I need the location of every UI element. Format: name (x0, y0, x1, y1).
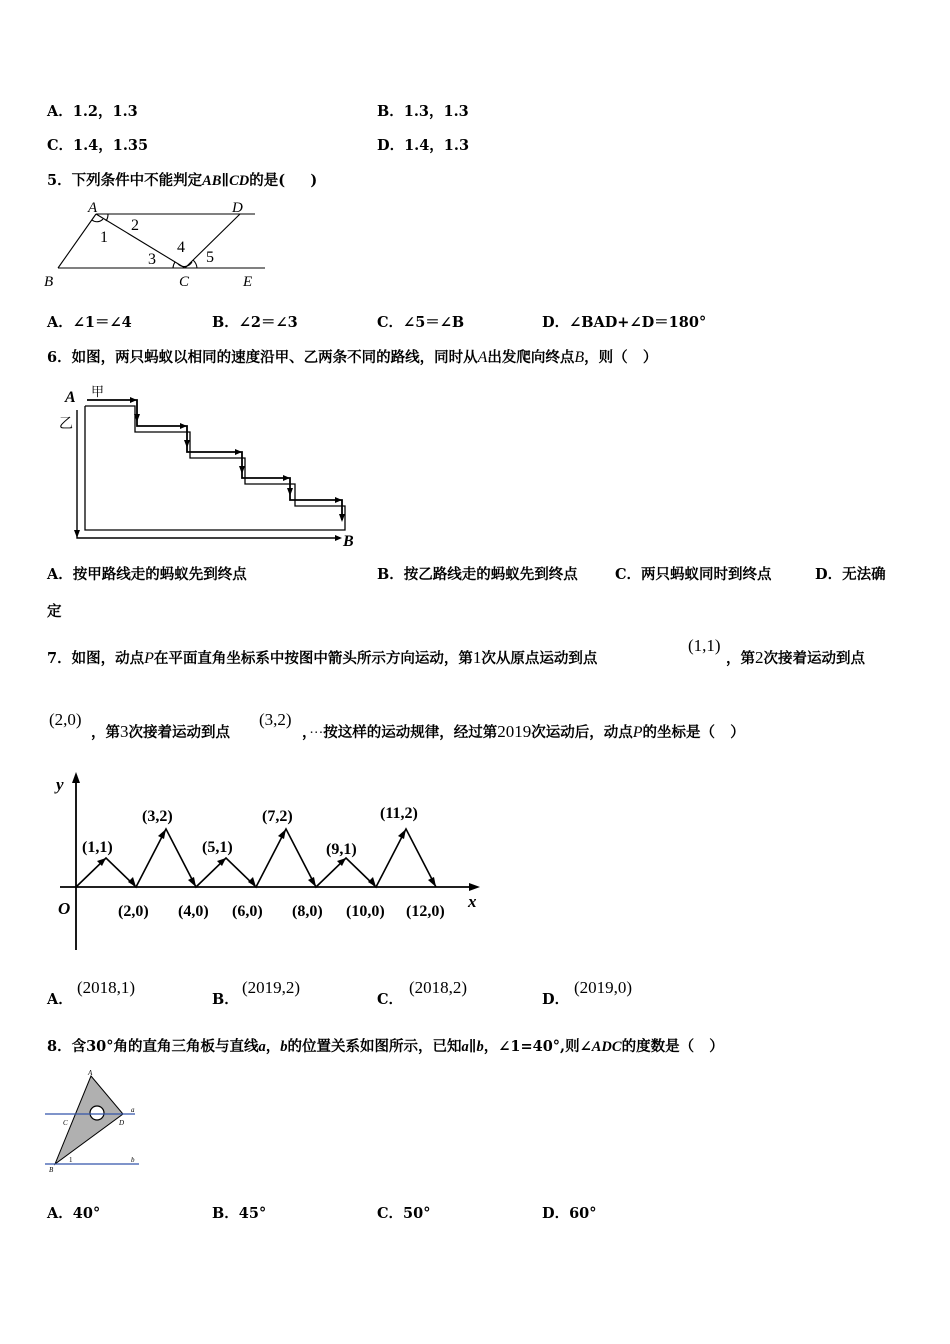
arrow-head (287, 488, 293, 496)
arrow-head (278, 829, 286, 839)
q7-option-c-text[interactable]: (2018,2) (409, 978, 468, 997)
label-5: 5 (206, 249, 214, 266)
label-a: A (88, 200, 98, 216)
label-c: C (179, 274, 190, 290)
label-3: 3 (148, 251, 156, 268)
label-jia: 甲 (91, 384, 105, 399)
label-x: x (468, 892, 477, 911)
staircase-shape (85, 406, 345, 530)
angle-arc-3 (173, 262, 175, 268)
arrow-head (184, 440, 190, 448)
label-point: (8,0) (292, 903, 323, 920)
label-b: B (44, 274, 54, 290)
q4-option-c[interactable]: C．1.4，1.35 (47, 137, 149, 154)
label-point: (1,1) (82, 839, 113, 856)
q4-option-b[interactable]: B．1.3，1.3 (377, 103, 469, 120)
label-point: (7,2) (262, 808, 293, 825)
q5-option-a[interactable]: A．∠1＝∠4 (47, 314, 132, 331)
q6-option-b[interactable]: B．按乙路线走的蚂蚁先到终点 (377, 566, 578, 583)
label-4: 4 (177, 239, 185, 256)
q7-stem-line1: 7．如图，动点P在平面直角坐标系中按图中箭头所示方向运动，第1次从原点运动到点 (47, 648, 598, 667)
q7-figure (50, 770, 490, 960)
line-ab (58, 214, 96, 268)
q6-option-d[interactable]: D．无法确 (815, 566, 886, 583)
arrow-head (158, 829, 166, 839)
arrow-head (335, 535, 342, 541)
arrow-head (235, 449, 242, 455)
label-y: y (56, 775, 64, 794)
q7-stem-line2b: ，···按这样的运动规律，经过第2019次运动后，动点P的坐标是（ ） (302, 722, 745, 741)
angle-arc-1 (92, 219, 103, 222)
q7-option-b-label[interactable]: B． (212, 991, 239, 1008)
arrow-head (128, 877, 136, 887)
q7-option-a-label[interactable]: A． (47, 991, 73, 1008)
label-line-b: b (131, 1156, 135, 1164)
q7-coord-3-2: (3,2) (259, 710, 292, 729)
label-line-a: a (131, 1106, 135, 1114)
q7-coord-1-1: (1,1) (688, 636, 721, 655)
label-point: (11,2) (380, 805, 418, 822)
q7-option-a-text[interactable]: (2018,1) (77, 978, 136, 997)
q4-option-d[interactable]: D．1.4，1.3 (377, 137, 470, 154)
q8-option-b[interactable]: B．45° (212, 1205, 267, 1222)
angle-arc-2 (106, 214, 108, 221)
label-point: (2,0) (118, 903, 149, 920)
arrow-head (239, 466, 245, 474)
label-point: (12,0) (406, 903, 445, 920)
arrow-head (308, 877, 316, 887)
label-2: 2 (131, 217, 139, 234)
motion-path (76, 829, 436, 887)
path-yi (77, 410, 340, 538)
label-c: C (63, 1119, 68, 1127)
label-point: (9,1) (326, 841, 357, 858)
q6-figure (55, 380, 365, 550)
label-b: B (49, 1166, 54, 1174)
x-axis-arrow-icon (469, 883, 480, 891)
q7-option-b-text[interactable]: (2019,2) (242, 978, 301, 997)
q5-stem: 5．下列条件中不能判定AB∥CD的是( ) (47, 172, 318, 189)
label-point: (5,1) (202, 839, 233, 856)
q7-stem-line2: ，第3次接着运动到点 (91, 722, 230, 741)
label-d: D (119, 1119, 125, 1127)
arrow-head (74, 530, 80, 538)
q8-option-d[interactable]: D．60° (542, 1205, 597, 1222)
q6-option-d-wrap: 定 (47, 603, 62, 620)
label-point: (10,0) (346, 903, 385, 920)
q5-figure (40, 198, 280, 290)
arrow-head (398, 829, 406, 839)
label-angle-1: 1 (69, 1156, 73, 1164)
label-1: 1 (100, 229, 108, 246)
label-e: E (243, 274, 253, 290)
q6-option-c[interactable]: C．两只蚂蚁同时到终点 (615, 566, 772, 583)
q7-option-c-label[interactable]: C． (377, 991, 404, 1008)
q7-stem-line1b: ，第2次接着运动到点 (726, 648, 865, 667)
line-ac (96, 214, 185, 268)
arrow-head (130, 397, 137, 403)
arrow-head (339, 514, 345, 522)
q4-option-a[interactable]: A．1.2，1.3 (47, 103, 138, 120)
angle-arc-5 (193, 260, 197, 268)
ruler-hole (90, 1106, 104, 1120)
label-o: O (58, 899, 71, 918)
q8-figure (43, 1068, 153, 1178)
label-b: B (343, 533, 354, 550)
q8-option-a[interactable]: A．40° (47, 1205, 101, 1222)
label-point: (4,0) (178, 903, 209, 920)
q5-option-b[interactable]: B．∠2＝∠3 (212, 314, 298, 331)
arrow-head (335, 497, 342, 503)
arrow-head (368, 877, 376, 887)
arrow-head (428, 877, 436, 887)
y-axis-arrow-icon (72, 772, 80, 783)
label-d: D (232, 200, 243, 216)
q7-option-d-label[interactable]: D． (542, 991, 570, 1008)
label-a: A (88, 1069, 93, 1077)
q5-option-d[interactable]: D．∠BAD+∠D＝180° (542, 314, 707, 331)
q8-option-c[interactable]: C．50° (377, 1205, 431, 1222)
q8-stem: 8．含30°角的直角三角板与直线a，b的位置关系如图所示，已知a∥b，∠1=40°,则∠ADC的度数是（ ） (47, 1038, 724, 1055)
q7-coord-2-0: (2,0) (49, 710, 82, 729)
arrow-head (283, 475, 290, 481)
label-point: (3,2) (142, 808, 173, 825)
label-yi: 乙 (59, 417, 73, 432)
path-jia (87, 400, 342, 520)
arrow-head (248, 877, 256, 887)
label-a: A (65, 389, 76, 406)
label-point: (6,0) (232, 903, 263, 920)
q6-option-a[interactable]: A．按甲路线走的蚂蚁先到终点 (47, 566, 247, 583)
arrow-head (188, 877, 196, 887)
q5-option-c[interactable]: C．∠5＝∠B (377, 314, 465, 331)
arrow-head (180, 423, 187, 429)
q6-stem: 6．如图，两只蚂蚁以相同的速度沿甲、乙两条不同的路线，同时从A出发爬向终点B，则（ ） (47, 349, 658, 366)
q7-option-d-text[interactable]: (2019,0) (574, 978, 633, 997)
